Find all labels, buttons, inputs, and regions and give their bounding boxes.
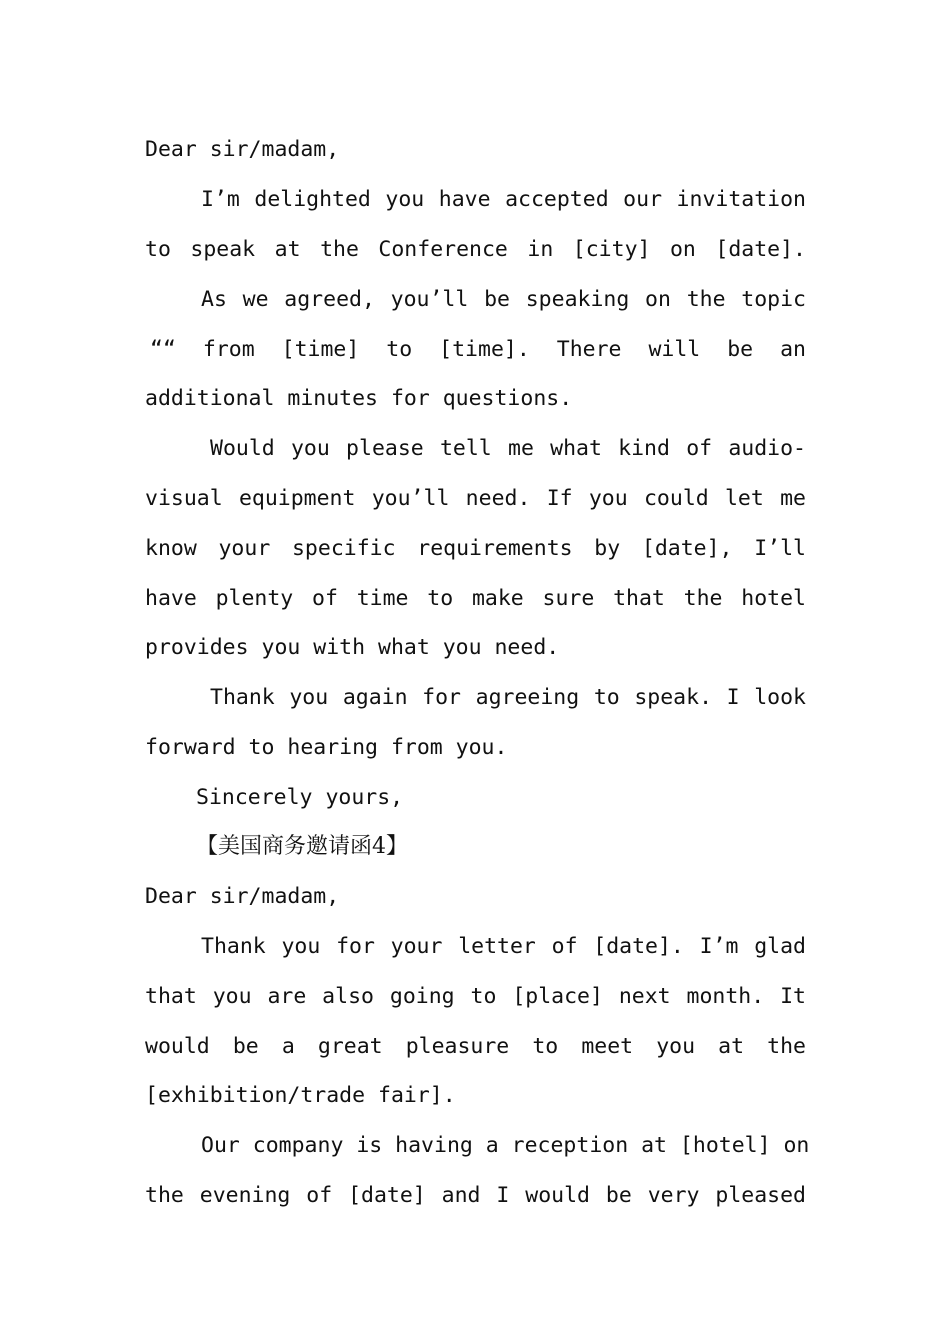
section-heading: 【美国商务邀请函4】 [196,834,408,859]
closing: Sincerely yours, [196,785,404,810]
paragraph-line: visual equipment you’ll need. If you could let me [145,486,806,511]
paragraph-line: would be a great pleasure to meet you at the [145,1034,806,1059]
paragraph-line: I’m delighted you have accepted our invitation [201,187,806,212]
paragraph-line: Our company is having a reception at [hotel] on [201,1133,810,1158]
paragraph-line: ““ from [time] to [time]. There will be an [150,337,806,362]
paragraph-line: that you are also going to [place] next month. It [145,984,806,1009]
salutation: Dear sir/madam, [145,137,340,162]
paragraph-line: forward to hearing from you. [145,735,508,760]
salutation: Dear sir/madam, [145,884,340,909]
paragraph-line: [exhibition/trade fair]. [145,1083,456,1108]
paragraph-line: the evening of [date] and I would be very pleased [145,1183,806,1208]
paragraph-line: Thank you for your letter of [date]. I’m glad [201,934,806,959]
paragraph-line: Thank you again for agreeing to speak. I look [210,685,806,710]
paragraph-line: Would you please tell me what kind of audio- [210,436,806,461]
paragraph-line: provides you with what you need. [145,635,560,660]
paragraph-line: As we agreed, you’ll be speaking on the topic [201,287,806,312]
paragraph-line: know your specific requirements by [date], I’ll [145,536,806,561]
paragraph-line: to speak at the Conference in [city] on [date]. [145,237,806,262]
paragraph-line: additional minutes for questions. [145,386,573,411]
paragraph-line: have plenty of time to make sure that the hotel [145,586,806,611]
